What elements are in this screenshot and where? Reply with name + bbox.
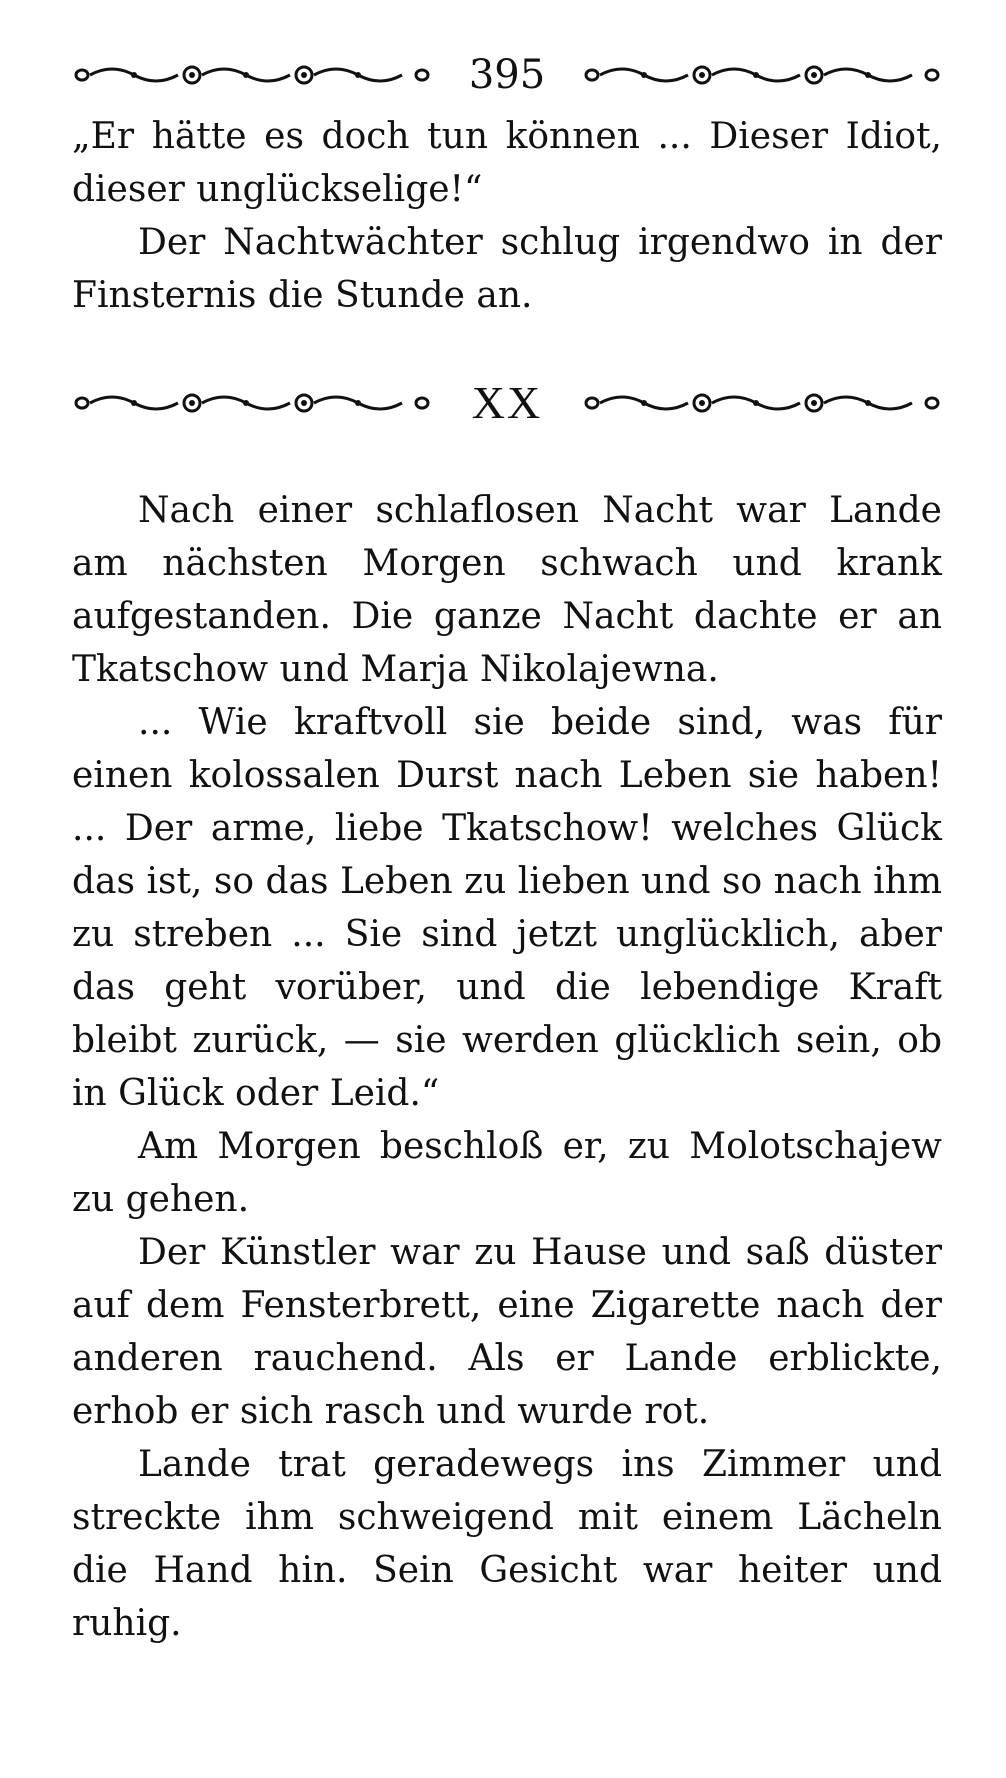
ornament-right-icon — [582, 63, 942, 87]
section-gap — [72, 322, 942, 368]
page-header — [72, 40, 942, 110]
page-number: 395 — [468, 52, 546, 98]
section-top — [72, 110, 942, 322]
ornament-right-icon — [582, 391, 942, 415]
paragraph: Der Künstler war zu Hause und saß düster auf dem Fensterbrett, eine Zigarette nach der anderen rauchend. Als er Lande erblickte, erhob er sich rasch und wurde rot. — [72, 1232, 942, 1432]
section-main — [72, 484, 942, 1650]
paragraph: Lande trat geradewegs ins Zimmer und streckte ihm schweigend mit einem Lächeln die Hand hin. Sein Gesicht war heiter und ruhig. — [72, 1444, 942, 1644]
paragraph: Nach einer schlaflosen Nacht war Lande am nächsten Morgen schwach und krank aufgestanden. Die ganze Nacht dachte er an Tkatschow und Marja Nikolajewna. — [72, 490, 942, 690]
ornament-left-icon — [72, 391, 432, 415]
paragraph: „Er hätte es doch tun können ... Dieser Idiot, dieser unglückselige!“ — [72, 116, 942, 210]
paragraph: Am Morgen beschloß er, zu Molotschajew zu gehen. — [72, 1126, 942, 1220]
heading-gap — [72, 438, 942, 484]
paragraph: Der Nachtwächter schlug irgendwo in der Finsternis die Stunde an. — [72, 222, 942, 316]
chapter-heading — [72, 368, 942, 438]
book-page — [72, 40, 942, 1650]
ornament-left-icon — [72, 63, 432, 87]
paragraph: ... Wie kraftvoll sie beide sind, was für einen kolossalen Durst nach Leben sie haben! ... Der arme, liebe Tkatschow! welches Glück das ist, so das Leben zu lieben und so nach ihm zu streben ... Sie sind jetzt unglücklich, aber das geht vorüber, und die lebendige Kraft bleibt zurück, — sie werden glücklich sein, ob in Glück oder Leid.“ — [72, 702, 942, 1114]
chapter-number: XX — [471, 377, 543, 428]
